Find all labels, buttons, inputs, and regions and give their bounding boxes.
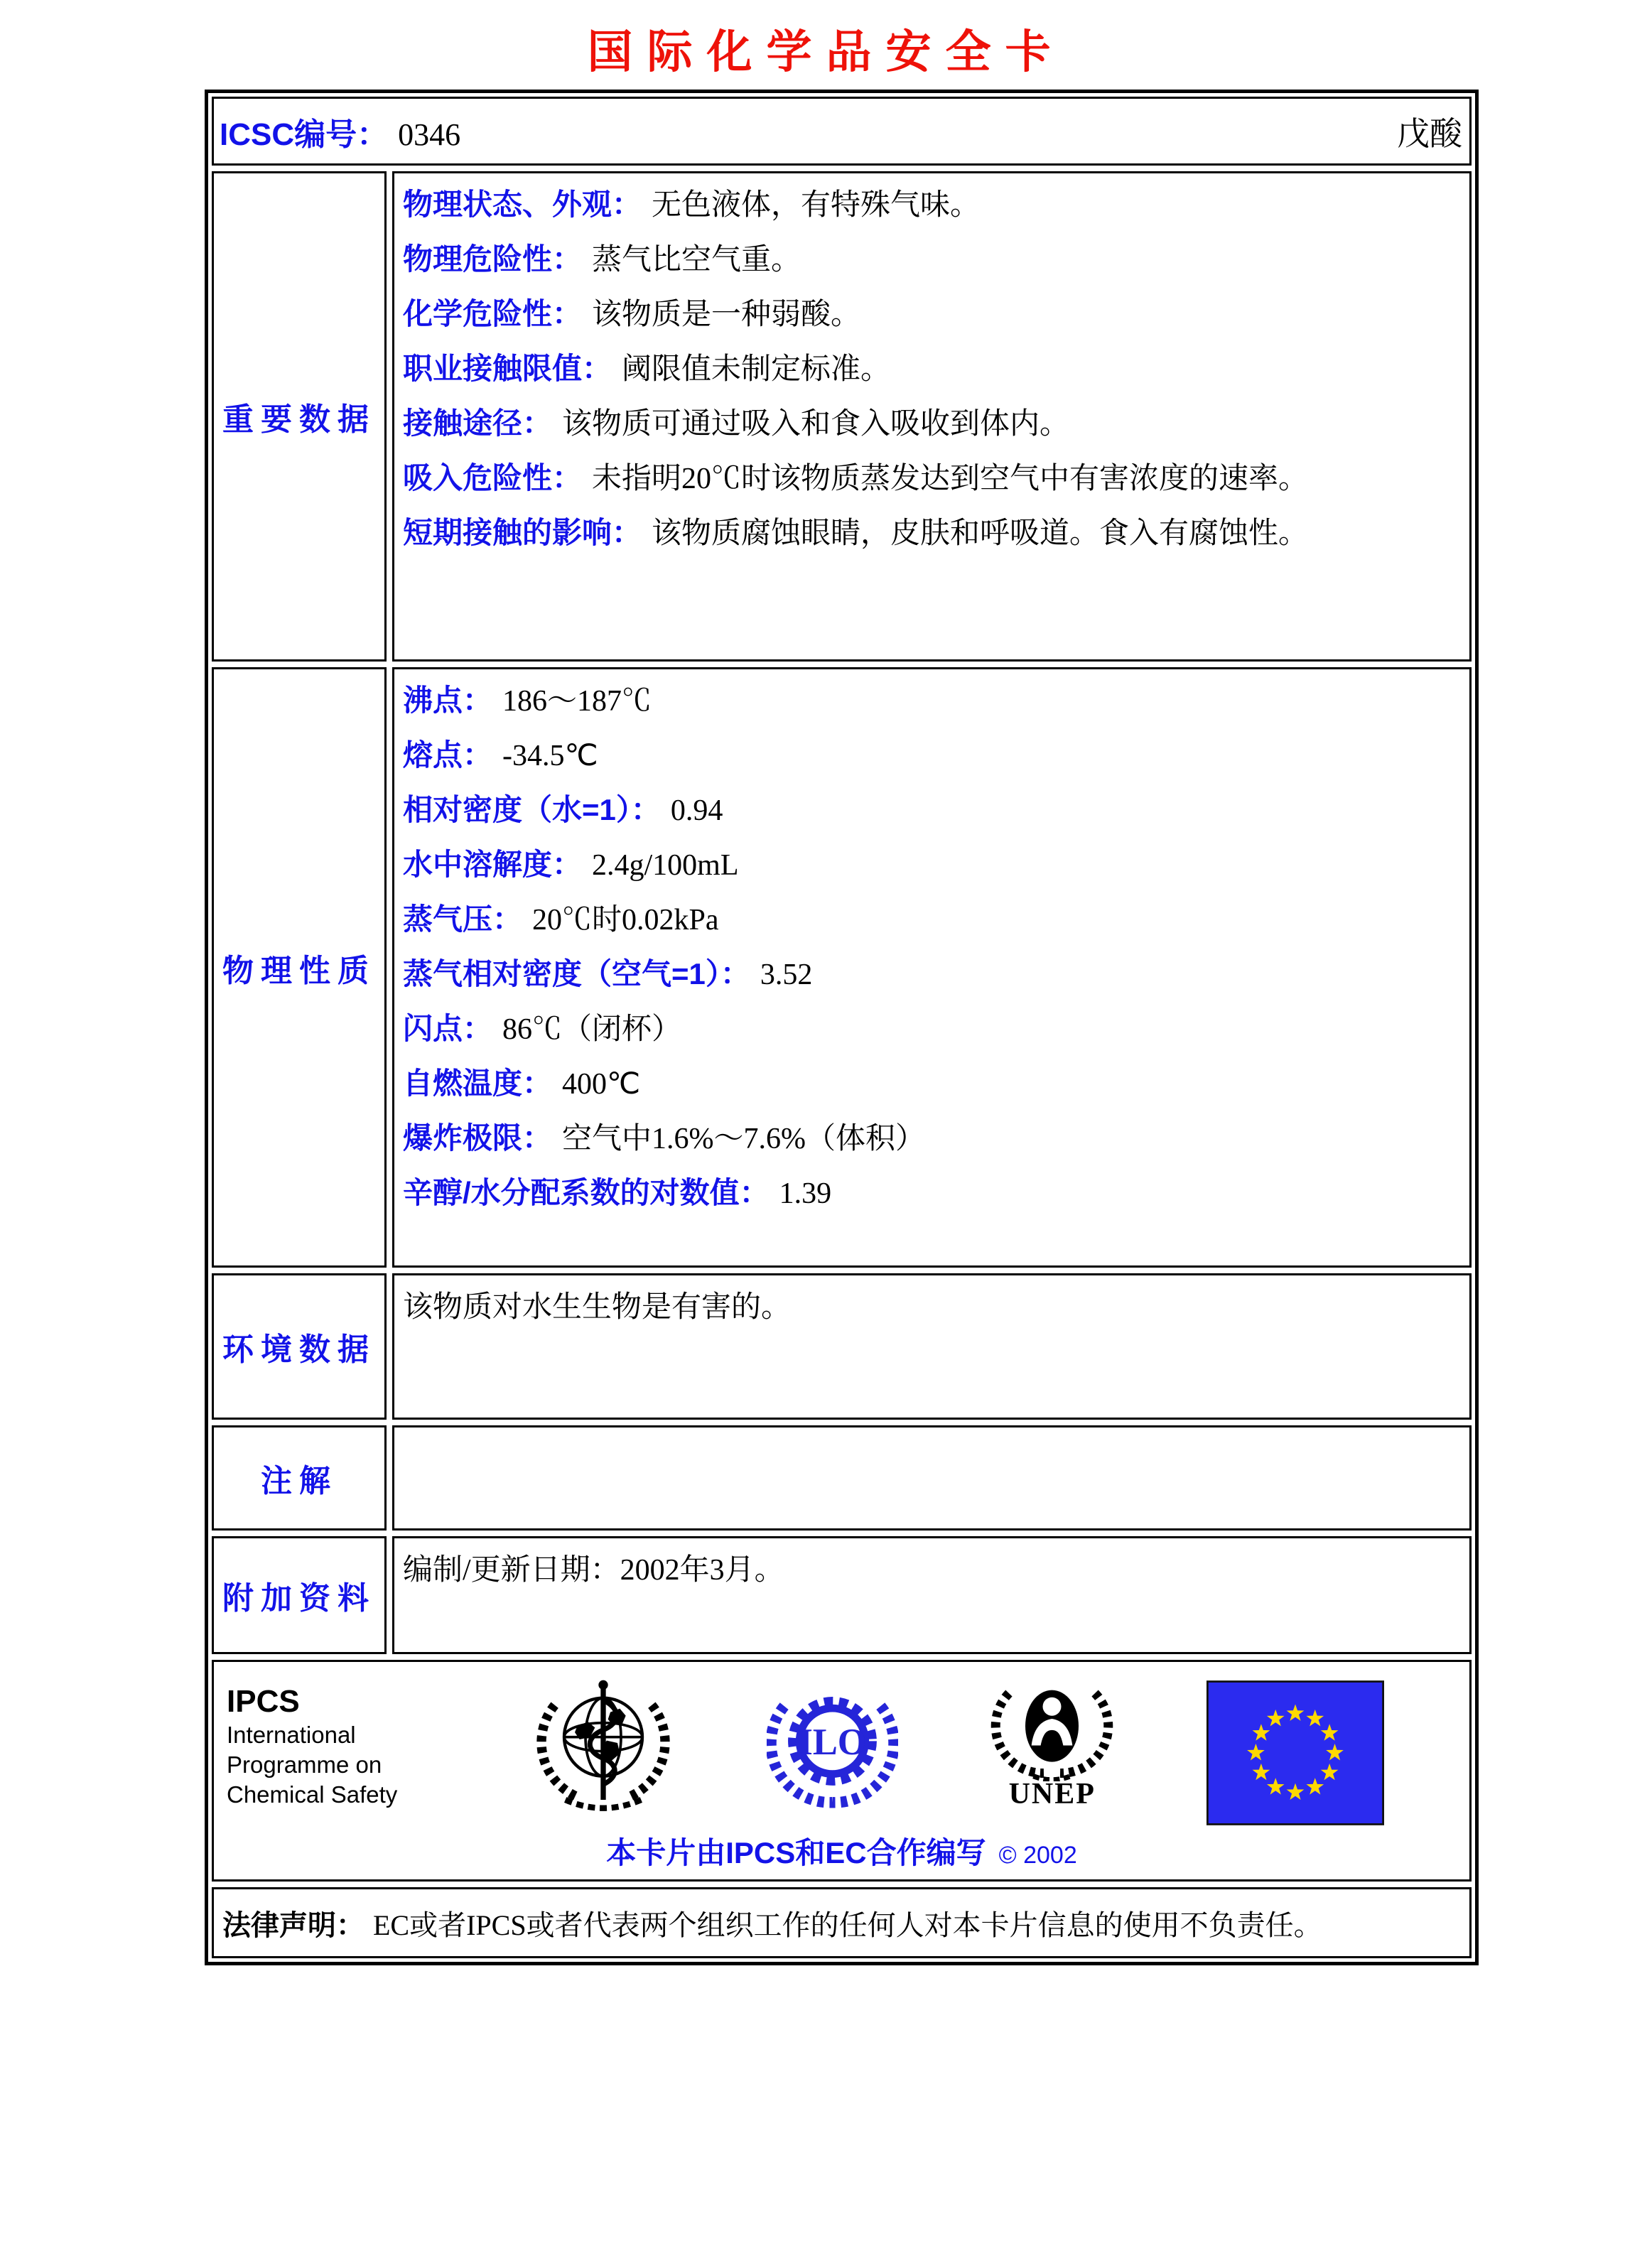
property-line [403,1111,1461,1166]
section-label-environmental-data [212,1273,387,1420]
property-value: 蒸气比空气重。 [592,244,801,276]
section-content-environmental-data [392,1273,1472,1420]
property-value: 3.52 [760,959,813,991]
property-value: 该物质是一种弱酸。 [592,298,861,331]
section-content-important-data [392,171,1472,662]
property-value: 空气中1.6%～7.6%（体积） [562,1123,925,1155]
chemical-name: 戊酸 [1397,115,1462,152]
organizations-row [212,1660,1472,1882]
ilo-logo-text: ILO [797,1721,867,1763]
property-line [403,451,1461,506]
property-label: 熔点： [403,738,493,772]
property-label: 辛醇/水分配系数的对数值： [403,1176,770,1209]
unep-logo-icon [990,1675,1114,1781]
property-value: 该物质可通过吸入和食入吸收到体内。 [562,408,1070,441]
property-value: 该物质腐蚀眼睛，皮肤和呼吸道。食入有腐蚀性。 [652,517,1309,550]
eu-flag-icon [1206,1680,1384,1825]
ipcs-logo [227,1670,440,1810]
property-value: 0.94 [670,794,723,827]
section-label-important-data [212,171,387,662]
property-label: 自燃温度： [403,1067,553,1100]
section-label-text: 环境数据 [222,1332,376,1367]
property-line [403,1057,1461,1111]
section-label-text: 重要数据 [222,402,376,437]
header-cell [212,97,1472,166]
credit-line [224,1825,1459,1874]
section-label-text: 附加资料 [222,1581,376,1616]
environmental-data-text: 该物质对水生生物是有害的。 [403,1291,792,1324]
ipcs-full-name: International Programme on Chemical Safety [227,1722,398,1808]
property-label: 水中溶解度： [403,848,583,881]
ipcs-acronym: IPCS [227,1684,300,1719]
property-line [403,1166,1461,1221]
property-label: 闪点： [403,1012,493,1045]
icsc-number-value: 0346 [398,117,461,152]
legal-row [212,1887,1472,1958]
property-line [403,728,1461,783]
property-line [403,1002,1461,1057]
property-value: 400℃ [562,1068,641,1101]
icsc-number-group [220,109,460,154]
property-value: 20℃时0.02kPa [532,904,719,936]
section-label-physical-properties [212,667,387,1268]
notes-row [212,1425,1472,1531]
property-line [403,892,1461,947]
property-label: 物理状态、外观： [403,188,642,221]
environmental-data-row [212,1273,1472,1420]
legal-text: EC或者IPCS或者代表两个组织工作的任何人对本卡片信息的使用不负责任。 [373,1909,1322,1941]
organizations-cell [212,1660,1472,1882]
property-label: 短期接触的影响： [403,516,642,549]
property-value: -34.5℃ [502,740,598,772]
property-line [403,783,1461,838]
legal-cell [212,1887,1472,1958]
property-line [403,232,1461,287]
logo-strip [224,1669,1459,1825]
property-label: 蒸气压： [403,902,523,936]
section-content-notes [392,1425,1472,1531]
property-line [403,287,1461,342]
additional-info-row [212,1536,1472,1654]
header-row [212,97,1472,166]
icsc-number-label: ICSC编号： [220,117,389,152]
property-value: 无色液体，有特殊气味。 [652,189,981,222]
important-data-row [212,171,1472,662]
unep-logo-text: UNEP [1008,1778,1096,1810]
property-line [403,178,1461,232]
property-line [403,947,1461,1002]
section-label-additional-info [212,1536,387,1654]
property-label: 相对密度（水=1）： [403,793,661,826]
copyright-text: © 2002 [998,1842,1077,1869]
property-label: 沸点： [403,684,493,717]
property-label: 职业接触限值： [403,352,612,385]
property-line [403,506,1461,561]
property-value: 2.4g/100mL [592,849,739,882]
property-label: 物理危险性： [403,242,583,276]
section-content-physical-properties [392,667,1472,1268]
property-line [403,396,1461,451]
property-value: 未指明20℃时该物质蒸发达到空气中有害浓度的速率。 [592,463,1309,495]
legal-label: 法律声明： [222,1909,365,1941]
property-value: 阈限值未制定标准。 [622,353,891,386]
section-label-text: 物理性质 [222,953,376,988]
unep-logo [990,1675,1114,1811]
property-line [403,342,1461,396]
physical-properties-row [212,667,1472,1268]
property-label: 吸入危险性： [403,461,583,495]
property-line [403,838,1461,892]
section-content-additional-info [392,1536,1472,1654]
additional-info-text: 编制/更新日期：2002年3月。 [403,1554,784,1587]
section-label-notes [212,1425,387,1531]
property-label: 爆炸极限： [403,1121,553,1155]
property-line [403,674,1461,728]
property-label: 接触途径： [403,406,553,440]
property-label: 蒸气相对密度（空气=1）： [403,957,750,990]
who-logo-icon [532,1672,674,1814]
credit-text: 本卡片由IPCS和EC合作编写 [606,1836,986,1869]
property-value: 186～187℃ [502,685,652,718]
property-value: 86℃（闭杯） [502,1013,682,1046]
ilo-logo-icon [767,1678,898,1809]
page-title: 国际化学品安全卡 [587,26,1065,77]
property-label: 化学危险性： [403,297,583,330]
icsc-card [205,90,1479,1965]
section-label-text: 注解 [261,1464,338,1499]
property-value: 1.39 [779,1177,832,1210]
